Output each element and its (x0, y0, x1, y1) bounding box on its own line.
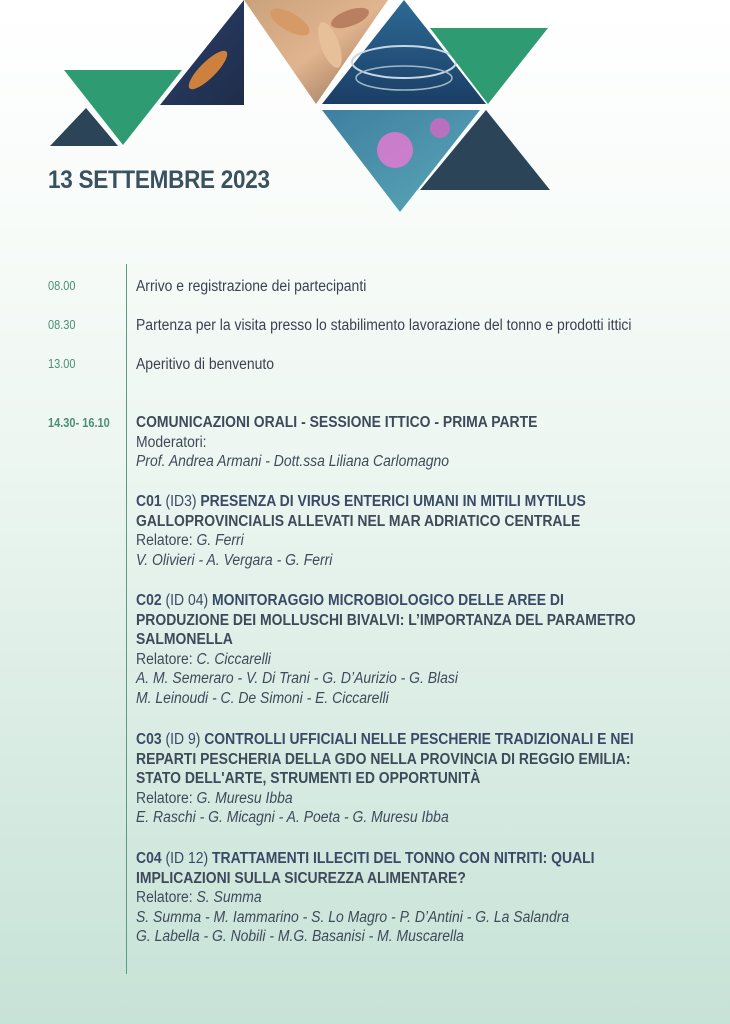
talk-title-line: TRATTAMENTI ILLECITI DEL TONNO CON NITRITI: QUALI (211, 850, 595, 867)
talk-title-line: PRODUZIONE DEI MOLLUSCHI BIVALVI: L’IMPORTANZA DEL PARAMETRO (136, 611, 636, 629)
talk-title-line: MONITORAGGIO MICROBIOLOGICO DELLE AREE DI (211, 592, 564, 609)
speaker-label: Relatore: (136, 650, 193, 668)
talk-code: C02 (136, 592, 162, 609)
schedule-time: 08.00 (48, 279, 76, 293)
talk-id: (ID 04) (165, 592, 209, 609)
moderators-names: Prof. Andrea Armani - Dott.ssa Liliana Carlomagno (136, 453, 449, 470)
talk-code: C03 (136, 731, 162, 748)
talk-id: (ID 12) (165, 850, 209, 867)
talk-code: C01 (136, 493, 162, 510)
authors-line: E. Raschi - G. Micagni - A. Poeta - G. Muresu Ibba (136, 809, 449, 826)
fork-image-triangle (160, 0, 244, 105)
talk-title-line: CONTROLLI UFFICIALI NELLE PESCHERIE TRADIZIONALI E NEI (204, 731, 634, 748)
talk-title-line: PRESENZA DI VIRUS ENTERICI UMANI IN MITILI MYTILUS (200, 493, 586, 510)
talk-id: (ID 9) (165, 731, 201, 748)
speaker-name: G. Ferri (196, 532, 244, 549)
schedule-time: 13.00 (48, 357, 76, 371)
speaker-name: C. Ciccarelli (196, 650, 271, 668)
session-time: 14.30- 16.10 (48, 416, 110, 430)
page-title: 13 SETTEMBRE 2023 (48, 166, 270, 194)
schedule-text: Partenza per la visita presso lo stabilimento lavorazione del tonno e prodotti ittici (136, 317, 632, 334)
session-title: COMUNICAZIONI ORALI - SESSIONE ITTICO - PRIMA PARTE (136, 414, 538, 431)
talk-c01 (136, 492, 676, 570)
talk-code: C04 (136, 850, 162, 867)
authors-line: S. Summa - M. Iammarino - S. Lo Magro - P. D’Antini - G. La Salandra (136, 908, 570, 926)
authors-line: M. Leinoudi - C. De Simoni - E. Ciccarelli (136, 689, 389, 707)
talk-title-line: GALLOPROVINCIALIS ALLEVATI NEL MAR ADRIATICO CENTRALE (136, 512, 581, 530)
speaker-name: G. Muresu Ibba (196, 789, 293, 807)
talk-c03 (136, 730, 676, 828)
moderators-label: Moderatori: (136, 433, 207, 451)
speaker-label: Relatore: (136, 532, 193, 549)
session-block (136, 413, 676, 472)
talk-title-line: IMPLICAZIONI SULLA SICUREZZA ALIMENTARE? (136, 869, 466, 887)
speaker-label: Relatore: (136, 889, 193, 906)
talk-title-line: SALMONELLA (136, 631, 233, 648)
schedule-text: Arrivo e registrazione dei partecipanti (136, 278, 367, 295)
timeline-divider (126, 264, 127, 974)
schedule-text: Aperitivo di benvenuto (136, 356, 275, 373)
speaker-label: Relatore: (136, 789, 193, 807)
authors-line: V. Olivieri - A. Vergara - G. Ferri (136, 551, 333, 569)
talk-title-line: REPARTI PESCHERIA DELLA GDO NELLA PROVINCIA DI REGGIO EMILIA: (136, 750, 631, 768)
talk-title-line: STATO DELL'ARTE, STRUMENTI ED OPPORTUNITÀ (136, 770, 481, 787)
talk-id: (ID3) (165, 493, 197, 510)
speaker-name: S. Summa (196, 889, 262, 906)
talk-c02 (136, 591, 676, 708)
authors-line: A. M. Semeraro - V. Di Trani - G. D’Aurizio - G. Blasi (136, 670, 458, 687)
schedule-time: 08.30 (48, 318, 76, 332)
talk-c04 (136, 849, 676, 947)
authors-line: G. Labella - G. Nobili - M.G. Basanisi - M. Muscarella (136, 928, 464, 945)
